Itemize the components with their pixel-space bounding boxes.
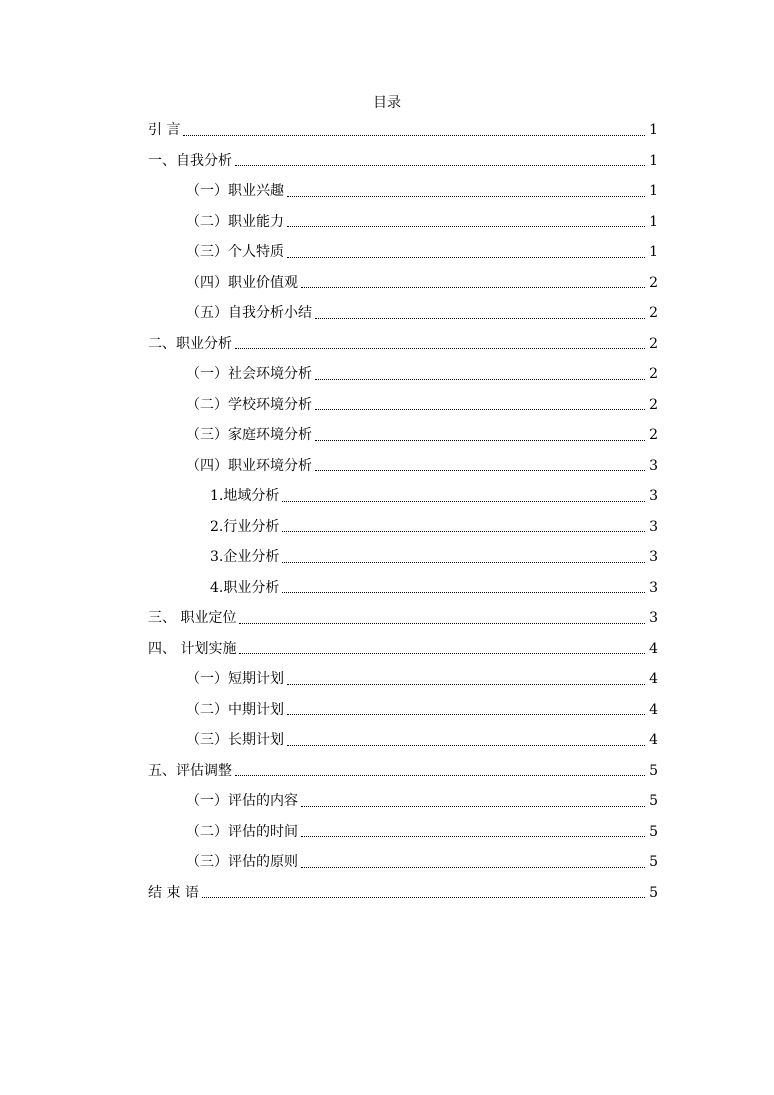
toc-entry-label: （二）学校环境分析 — [186, 396, 312, 413]
toc-entry-introduction[interactable] — [148, 115, 658, 146]
toc-entry-label: （二）职业能力 — [186, 213, 284, 230]
toc-entry-label: （一）职业兴趣 — [186, 183, 284, 200]
toc-entry-label: （二）评估的时间 — [186, 823, 298, 840]
toc-entry-page: 1 — [649, 122, 658, 139]
dot-leader — [301, 836, 645, 837]
toc-entry-label: （一）社会环境分析 — [186, 366, 312, 383]
dot-leader — [301, 806, 645, 807]
toc-entry-family-environment[interactable] — [148, 420, 658, 451]
toc-entry-page: 4 — [649, 671, 658, 688]
toc-entry-label: （三）个人特质 — [186, 244, 284, 261]
dot-leader — [301, 287, 645, 288]
dot-leader — [287, 226, 645, 227]
toc-entry-label: 结 束 语 — [148, 884, 199, 901]
toc-entry-page: 5 — [649, 762, 658, 779]
toc-entry-career-environment[interactable] — [148, 451, 658, 482]
toc-entry-evaluation-content[interactable] — [148, 786, 658, 817]
toc-entry-short-term-plan[interactable] — [148, 664, 658, 695]
toc-entry-page: 3 — [649, 518, 658, 535]
toc-list — [148, 115, 658, 908]
toc-entry-label: 五、评估调整 — [148, 762, 232, 779]
toc-entry-label: 2.行业分析 — [210, 518, 280, 535]
toc-entry-label: （三）评估的原则 — [186, 854, 298, 871]
toc-entry-label: （四）职业环境分析 — [186, 457, 312, 474]
toc-entry-page: 2 — [649, 305, 658, 322]
dot-leader — [282, 501, 645, 502]
toc-entry-label: （三）家庭环境分析 — [186, 427, 312, 444]
toc-entry-mid-term-plan[interactable] — [148, 695, 658, 726]
toc-entry-career-values[interactable] — [148, 268, 658, 299]
toc-entry-page: 3 — [649, 610, 658, 627]
toc-entry-label: 二、职业分析 — [148, 335, 232, 352]
dot-leader — [239, 653, 645, 654]
toc-entry-page: 2 — [649, 274, 658, 291]
toc-entry-personal-traits[interactable] — [148, 237, 658, 268]
toc-entry-label: 4.职业分析 — [210, 579, 280, 596]
dot-leader — [282, 562, 645, 563]
dot-leader — [287, 684, 645, 685]
toc-entry-label: 四、 计划实施 — [148, 640, 237, 657]
dot-leader — [315, 440, 645, 441]
toc-entry-page: 5 — [649, 854, 658, 871]
toc-entry-long-term-plan[interactable] — [148, 725, 658, 756]
toc-entry-evaluation-time[interactable] — [148, 817, 658, 848]
toc-entry-label: 3.企业分析 — [210, 549, 280, 566]
toc-entry-career-interest[interactable] — [148, 176, 658, 207]
dot-leader — [235, 165, 645, 166]
dot-leader — [287, 257, 645, 258]
dot-leader — [315, 409, 645, 410]
toc-entry-page: 2 — [649, 396, 658, 413]
toc-entry-career-ability[interactable] — [148, 207, 658, 238]
toc-entry-page: 5 — [649, 884, 658, 901]
toc-entry-evaluation-adjustment[interactable] — [148, 756, 658, 787]
toc-entry-page: 2 — [649, 427, 658, 444]
toc-entry-label: 引 言 — [148, 122, 181, 139]
toc-entry-label: （三）长期计划 — [186, 732, 284, 749]
dot-leader — [235, 348, 645, 349]
toc-entry-occupation-analysis[interactable] — [148, 573, 658, 604]
dot-leader — [287, 714, 645, 715]
toc-entry-plan-implementation[interactable] — [148, 634, 658, 665]
toc-entry-career-analysis[interactable] — [148, 329, 658, 360]
toc-entry-industry-analysis[interactable] — [148, 512, 658, 543]
toc-entry-page: 3 — [649, 488, 658, 505]
toc-entry-page: 5 — [649, 823, 658, 840]
toc-entry-self-analysis[interactable] — [148, 146, 658, 177]
dot-leader — [183, 135, 645, 136]
toc-entry-page: 1 — [649, 244, 658, 261]
toc-title: 目录 — [373, 95, 401, 111]
toc-entry-label: （四）职业价值观 — [186, 274, 298, 291]
toc-entry-page: 2 — [649, 335, 658, 352]
toc-entry-page: 3 — [649, 579, 658, 596]
toc-entry-label: 1.地域分析 — [210, 488, 280, 505]
dot-leader — [287, 745, 645, 746]
toc-entry-school-environment[interactable] — [148, 390, 658, 421]
toc-entry-page: 1 — [649, 183, 658, 200]
dot-leader — [315, 318, 645, 319]
toc-entry-label: 一、自我分析 — [148, 152, 232, 169]
dot-leader — [202, 897, 645, 898]
toc-entry-self-analysis-summary[interactable] — [148, 298, 658, 329]
dot-leader — [282, 592, 645, 593]
toc-entry-page: 1 — [649, 213, 658, 230]
toc-entry-page: 3 — [649, 549, 658, 566]
toc-entry-page: 3 — [649, 457, 658, 474]
dot-leader — [287, 196, 645, 197]
toc-entry-career-positioning[interactable] — [148, 603, 658, 634]
toc-entry-page: 4 — [649, 701, 658, 718]
dot-leader — [301, 867, 645, 868]
toc-entry-page: 1 — [649, 152, 658, 169]
toc-entry-regional-analysis[interactable] — [148, 481, 658, 512]
toc-entry-page: 4 — [649, 732, 658, 749]
toc-entry-enterprise-analysis[interactable] — [148, 542, 658, 573]
dot-leader — [315, 379, 645, 380]
toc-entry-page: 4 — [649, 640, 658, 657]
toc-entry-label: （二）中期计划 — [186, 701, 284, 718]
dot-leader — [235, 775, 645, 776]
toc-entry-label: （一）短期计划 — [186, 671, 284, 688]
toc-entry-conclusion[interactable] — [148, 878, 658, 909]
toc-entry-label: （一）评估的内容 — [186, 793, 298, 810]
toc-entry-page: 5 — [649, 793, 658, 810]
toc-entry-evaluation-principles[interactable] — [148, 847, 658, 878]
toc-entry-page: 2 — [649, 366, 658, 383]
dot-leader — [282, 531, 645, 532]
dot-leader — [315, 470, 645, 471]
toc-entry-label: 三、 职业定位 — [148, 610, 237, 627]
dot-leader — [239, 623, 645, 624]
toc-entry-label: （五）自我分析小结 — [186, 305, 312, 322]
toc-entry-social-environment[interactable] — [148, 359, 658, 390]
